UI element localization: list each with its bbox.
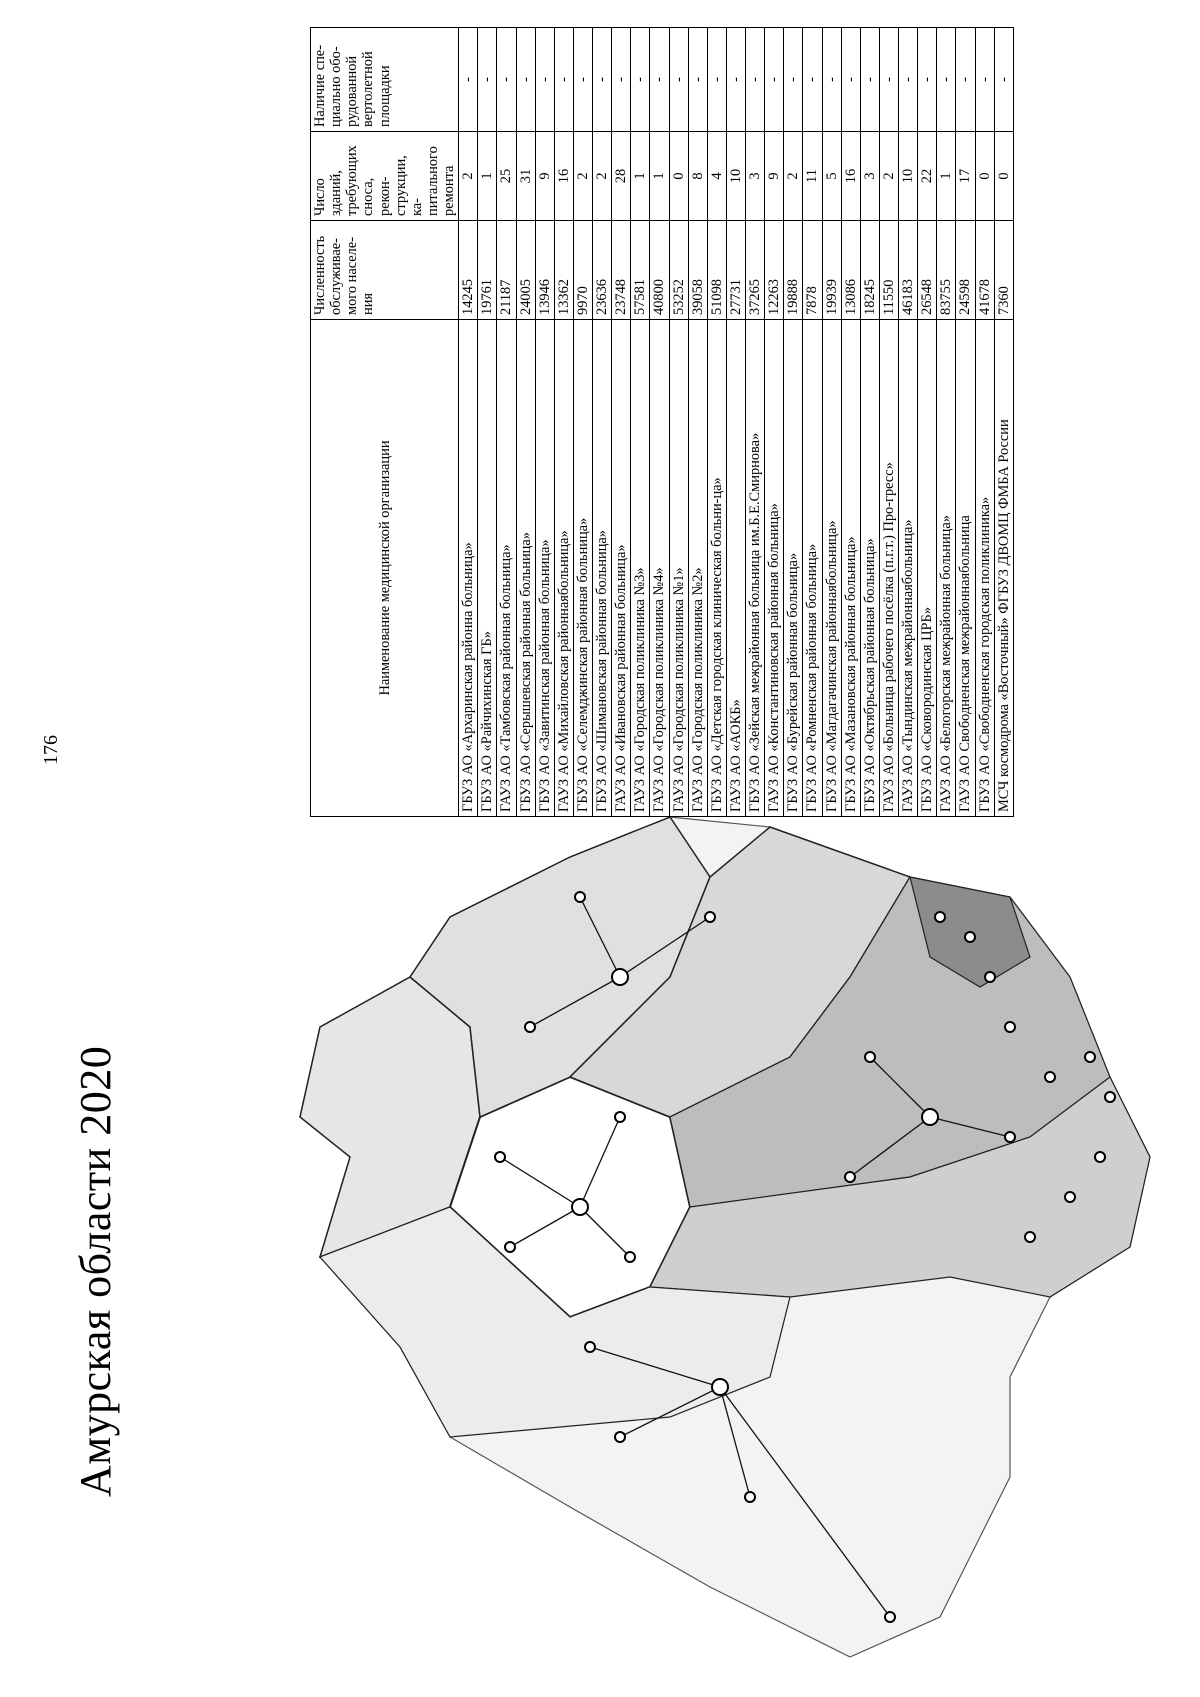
cell-name: ГАУЗ АО «Тамбовская районная больница»: [497, 320, 516, 817]
cell-buildings: 16: [841, 132, 860, 221]
cell-buildings: 3: [860, 132, 879, 221]
cell-population: 9970: [573, 221, 592, 320]
cell-name: ГБУЗ АО «Свободненская городская поликлиника»: [975, 320, 994, 817]
cell-helipad: -: [688, 28, 707, 132]
table-row: [573, 28, 592, 817]
cell-population: 13362: [554, 221, 573, 320]
table-row: [516, 28, 535, 817]
cell-population: 12263: [765, 221, 784, 320]
cell-buildings: 9: [765, 132, 784, 221]
cell-helipad: -: [860, 28, 879, 132]
cell-name: ГБУЗ АО «Магдагачинская районнаябольница»: [822, 320, 841, 817]
cell-population: 13086: [841, 221, 860, 320]
cell-buildings: 10: [899, 132, 918, 221]
table-row: [803, 28, 822, 817]
cell-population: 7878: [803, 221, 822, 320]
table-row: [860, 28, 879, 817]
cell-name: МСЧ космодрома «Восточный» ФГБУЗ ДВОМЦ ФМБА России: [994, 320, 1013, 817]
cell-helipad: -: [459, 28, 478, 132]
cell-population: 24005: [516, 221, 535, 320]
cell-population: 13946: [535, 221, 554, 320]
cell-helipad: -: [765, 28, 784, 132]
cell-name: ГБУЗ АО «Октябрьская районная больница»: [860, 320, 879, 817]
cell-name: ГАУЗ АО «Больница рабочего посёлка (п.г.т.) Про-гресс»: [879, 320, 898, 817]
table-row: [688, 28, 707, 817]
table-header-row: [311, 28, 459, 817]
cell-population: 24598: [956, 221, 975, 320]
page-number: 176: [40, 735, 62, 765]
table-row: [879, 28, 898, 817]
cell-helipad: -: [669, 28, 688, 132]
cell-buildings: 1: [650, 132, 669, 221]
cell-helipad: -: [899, 28, 918, 132]
cell-population: 11550: [879, 221, 898, 320]
cell-name: ГБУЗ АО «Райчихинская ГБ»: [478, 320, 497, 817]
cell-helipad: -: [937, 28, 956, 132]
cell-name: ГАУЗ АО «Городская поликлиника №1»: [669, 320, 688, 817]
cell-name: ГАУЗ АО «Городская поликлиника №3»: [631, 320, 650, 817]
cell-helipad: -: [631, 28, 650, 132]
cell-buildings: 4: [707, 132, 726, 221]
cell-population: 19888: [784, 221, 803, 320]
cell-buildings: 9: [535, 132, 554, 221]
table-row: [975, 28, 994, 817]
cell-helipad: -: [535, 28, 554, 132]
cell-buildings: 22: [918, 132, 937, 221]
cell-buildings: 0: [994, 132, 1013, 221]
cell-helipad: -: [707, 28, 726, 132]
cell-population: 46183: [899, 221, 918, 320]
cell-population: 41678: [975, 221, 994, 320]
cell-name: ГБУЗ АО «Сковородинская ЦРБ»: [918, 320, 937, 817]
cell-buildings: 8: [688, 132, 707, 221]
cell-buildings: 2: [459, 132, 478, 221]
table-row: [746, 28, 765, 817]
cell-buildings: 25: [497, 132, 516, 221]
cell-buildings: 5: [822, 132, 841, 221]
cell-buildings: 10: [726, 132, 745, 221]
cell-helipad: -: [784, 28, 803, 132]
cell-name: ГАУЗ АО «Тындинская межрайоннаябольница»: [899, 320, 918, 817]
cell-helipad: -: [478, 28, 497, 132]
cell-population: 7360: [994, 221, 1013, 320]
table-row: [497, 28, 516, 817]
cell-name: ГБУЗ АО «Зейская межрайонная больница им.Б.Е.Смирнова»: [746, 320, 765, 817]
cell-buildings: 2: [593, 132, 612, 221]
cell-buildings: 0: [669, 132, 688, 221]
table-row: [937, 28, 956, 817]
cell-buildings: 1: [478, 132, 497, 221]
cell-helipad: -: [726, 28, 745, 132]
table-row: [841, 28, 860, 817]
cell-buildings: 1: [631, 132, 650, 221]
cell-population: 51098: [707, 221, 726, 320]
cell-population: 18245: [860, 221, 879, 320]
table-row: [899, 28, 918, 817]
cell-buildings: 2: [784, 132, 803, 221]
cell-population: 23748: [612, 221, 631, 320]
cell-helipad: -: [822, 28, 841, 132]
cell-name: ГБУЗ АО «Селемджинская районная больница»: [573, 320, 592, 817]
table-row: [631, 28, 650, 817]
cell-name: ГАУЗ АО «Белогорская межрайонная больница»: [937, 320, 956, 817]
table-row: [726, 28, 745, 817]
page-title: Амурская области 2020: [71, 1045, 120, 1497]
cell-buildings: 0: [975, 132, 994, 221]
cell-buildings: 1: [937, 132, 956, 221]
cell-helipad: -: [994, 28, 1013, 132]
cell-name: ГАУЗ АО «Ивановская районная больница»: [612, 320, 631, 817]
cell-population: 26548: [918, 221, 937, 320]
cell-population: 19761: [478, 221, 497, 320]
cell-name: ГАУЗ АО Свободненская межрайоннаябольница: [956, 320, 975, 817]
cell-helipad: -: [497, 28, 516, 132]
cell-helipad: -: [879, 28, 898, 132]
cell-helipad: -: [573, 28, 592, 132]
table-row: [593, 28, 612, 817]
cell-buildings: 28: [612, 132, 631, 221]
cell-buildings: 11: [803, 132, 822, 221]
table-row: [535, 28, 554, 817]
header-population: Численность обслуживае-мого населе-ния: [311, 221, 459, 320]
cell-helipad: -: [650, 28, 669, 132]
table-row: [707, 28, 726, 817]
cell-population: 39058: [688, 221, 707, 320]
cell-buildings: 3: [746, 132, 765, 221]
cell-buildings: 17: [956, 132, 975, 221]
cell-helipad: -: [918, 28, 937, 132]
cell-name: ГБУЗ АО «Завитинская районная больница»: [535, 320, 554, 817]
table-row: [956, 28, 975, 817]
cell-helipad: -: [956, 28, 975, 132]
header-helipad: Наличие спе-циально обо-рудованной вертолетной площадки: [311, 28, 459, 132]
cell-name: ГАУЗ АО «Городская поликлиника №4»: [650, 320, 669, 817]
cell-population: 27731: [726, 221, 745, 320]
cell-name: ГАУЗ АО «АОКБ»: [726, 320, 745, 817]
table-row: [822, 28, 841, 817]
cell-name: ГАУЗ АО «Константиновская районная больница»: [765, 320, 784, 817]
cell-name: ГБУЗ АО «Мазановская районная больница»: [841, 320, 860, 817]
table-row: [994, 28, 1013, 817]
table-row: [478, 28, 497, 817]
cell-population: 37265: [746, 221, 765, 320]
cell-population: 83755: [937, 221, 956, 320]
cell-helipad: -: [803, 28, 822, 132]
cell-name: ГБУЗ АО «Шимановская районная больница»: [593, 320, 612, 817]
table-row: [650, 28, 669, 817]
cell-population: 21187: [497, 221, 516, 320]
cell-helipad: -: [593, 28, 612, 132]
cell-helipad: -: [554, 28, 573, 132]
header-name: Наименование медицинской организации: [311, 320, 459, 817]
cell-helipad: -: [841, 28, 860, 132]
region-map: [150, 797, 1170, 1677]
cell-name: ГБУЗ АО «Бурейская районная больница»: [784, 320, 803, 817]
cell-population: 14245: [459, 221, 478, 320]
cell-helipad: -: [746, 28, 765, 132]
table-row: [784, 28, 803, 817]
cell-buildings: 16: [554, 132, 573, 221]
cell-population: 53252: [669, 221, 688, 320]
cell-helipad: -: [975, 28, 994, 132]
cell-name: ГБУЗ АО «Архаринская районна больница»: [459, 320, 478, 817]
header-buildings: Число зданий, требующих сноса, рекон-струкции, ка-питального ремонта: [311, 132, 459, 221]
cell-name: ГБУЗ АО «Детская городская клиническая больни-ца»: [707, 320, 726, 817]
table-row: [554, 28, 573, 817]
medical-organizations-table: [310, 27, 1014, 817]
cell-name: ГБУЗ АО «Серышевская районная больница»: [516, 320, 535, 817]
cell-name: ГБУЗ АО «Ромненская районная больница»: [803, 320, 822, 817]
region-map-svg: [150, 797, 1170, 1677]
cell-population: 19939: [822, 221, 841, 320]
table-row: [669, 28, 688, 817]
cell-population: 57581: [631, 221, 650, 320]
cell-name: ГАУЗ АО «Михайловская районнаябольница»: [554, 320, 573, 817]
table-row: [612, 28, 631, 817]
table-row: [765, 28, 784, 817]
cell-buildings: 2: [879, 132, 898, 221]
cell-helipad: -: [516, 28, 535, 132]
table-row: [918, 28, 937, 817]
cell-buildings: 2: [573, 132, 592, 221]
cell-population: 40800: [650, 221, 669, 320]
cell-helipad: -: [612, 28, 631, 132]
cell-population: 23636: [593, 221, 612, 320]
cell-buildings: 31: [516, 132, 535, 221]
table-row: [459, 28, 478, 817]
cell-name: ГАУЗ АО «Городская поликлиника №2»: [688, 320, 707, 817]
